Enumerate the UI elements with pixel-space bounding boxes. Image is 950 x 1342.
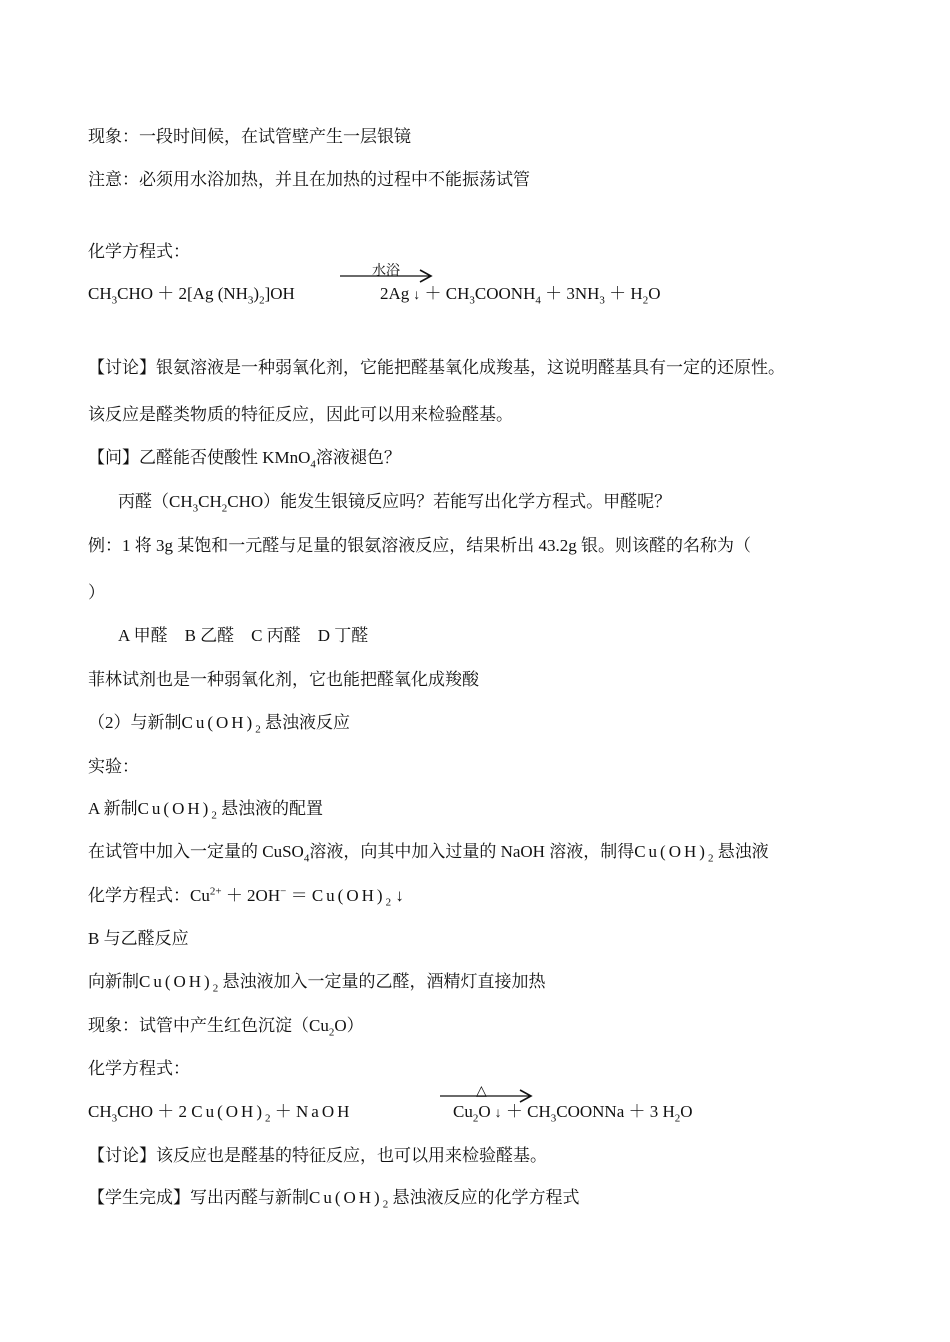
line-options: A 甲醛 B 乙醛 C 丙醛 D 丁醛 [118,626,369,645]
line-step-a: A 新制$Cu(OH)_2$ 悬浊液的配置 [88,799,324,822]
line-note: 注意：必须用水浴加热，并且在加热的过程中不能振荡试管 [88,170,530,189]
line-discussion-2: 【讨论】该反应也是醛基的特征反应，也可以用来检验醛基。 [88,1146,547,1165]
line-equation-label-2: 化学方程式： [88,1059,190,1078]
line-experiment: 实验： [88,757,139,776]
line-step-b: B 与乙醛反应 [88,929,189,948]
line-equation-label-1: 化学方程式： [88,242,190,261]
precipitate-down-arrow-icon: ↓ [391,886,404,905]
eq1-products: 2Ag ↓ ＋ $CH_3COONH_4 + 3NH_3 + H_2O$ [380,284,661,307]
line-fehling: 菲林试剂也是一种弱氧化剂，它也能把醛氧化成羧酸 [88,670,479,689]
equation-copper-hydroxide [88,1084,888,1143]
line-section-2: （2）与新制$Cu(OH)_2$ 悬浊液反应 [88,713,350,736]
line-example-close: ） [88,583,105,602]
line-question-propanal: 丙醛$(CH_3CH_2CHO)$能发生银镜反应吗？若能写出化学方程式。甲醛呢？ [118,492,672,515]
line-preparation: 在试管中加入一定量的 CuSO$_4$溶液，向其中加入过量的 NaOH 溶液，制得$Cu(OH)_2$ 悬浊液 [88,842,769,865]
line-student-task: 【学生完成】写出丙醛与新制$Cu(OH)_2$ 悬浊液反应的化学方程式 [88,1188,580,1211]
equation-silver-mirror [88,264,888,325]
line-example: 例：1 将 3g 某饱和一元醛与足量的银氨溶液反应，结果析出 43.2g 银。则该醛的名称为（ [88,536,751,555]
eq1-condition: 水浴 [372,264,400,279]
precipitate-down-arrow-icon: ↓ [413,288,421,303]
eq2-condition-heat: △ [476,1084,487,1099]
line-characteristic: 该反应是醛类物质的特征反应，因此可以用来检验醛基。 [88,405,513,424]
line-discussion-1: 【讨论】银氨溶液是一种弱氧化剂，它能把醛基氧化成羧基，这说明醛基具有一定的还原性。 [88,358,785,377]
line-phenomenon: 现象：一段时间候，在试管壁产生一层银镜 [88,127,411,146]
eq2-products: $Cu_2O$ ↓ ＋ $CH_3COONNa + 3$ $H_2O$ [453,1102,693,1125]
precipitate-down-arrow-icon: ↓ [494,1106,502,1121]
eq2-lhs: $CH_3CHO + 2$ $Cu(OH)_2$ ＋ NaOH [88,1102,353,1125]
line-procedure: 向新制$Cu(OH)_2$ 悬浊液加入一定量的乙醛，酒精灯直接加热 [88,972,546,995]
line-phenomenon-2: 现象：试管中产生红色沉淀$(Cu_2O)$ [88,1016,364,1039]
line-question-kmno4: 【问】乙醛能否使酸性 KMnO$_4$溶液褪色？ [88,448,401,471]
eq1-lhs: $CH_3CHO + 2[Ag$ $(NH_3)_2]OH$ [88,284,295,307]
line-equation-copper: 化学方程式：$Cu^{2+} + 2OH^- = Cu(OH)_2$ ↓ [88,885,404,909]
eq1-reaction-arrow [338,269,438,285]
